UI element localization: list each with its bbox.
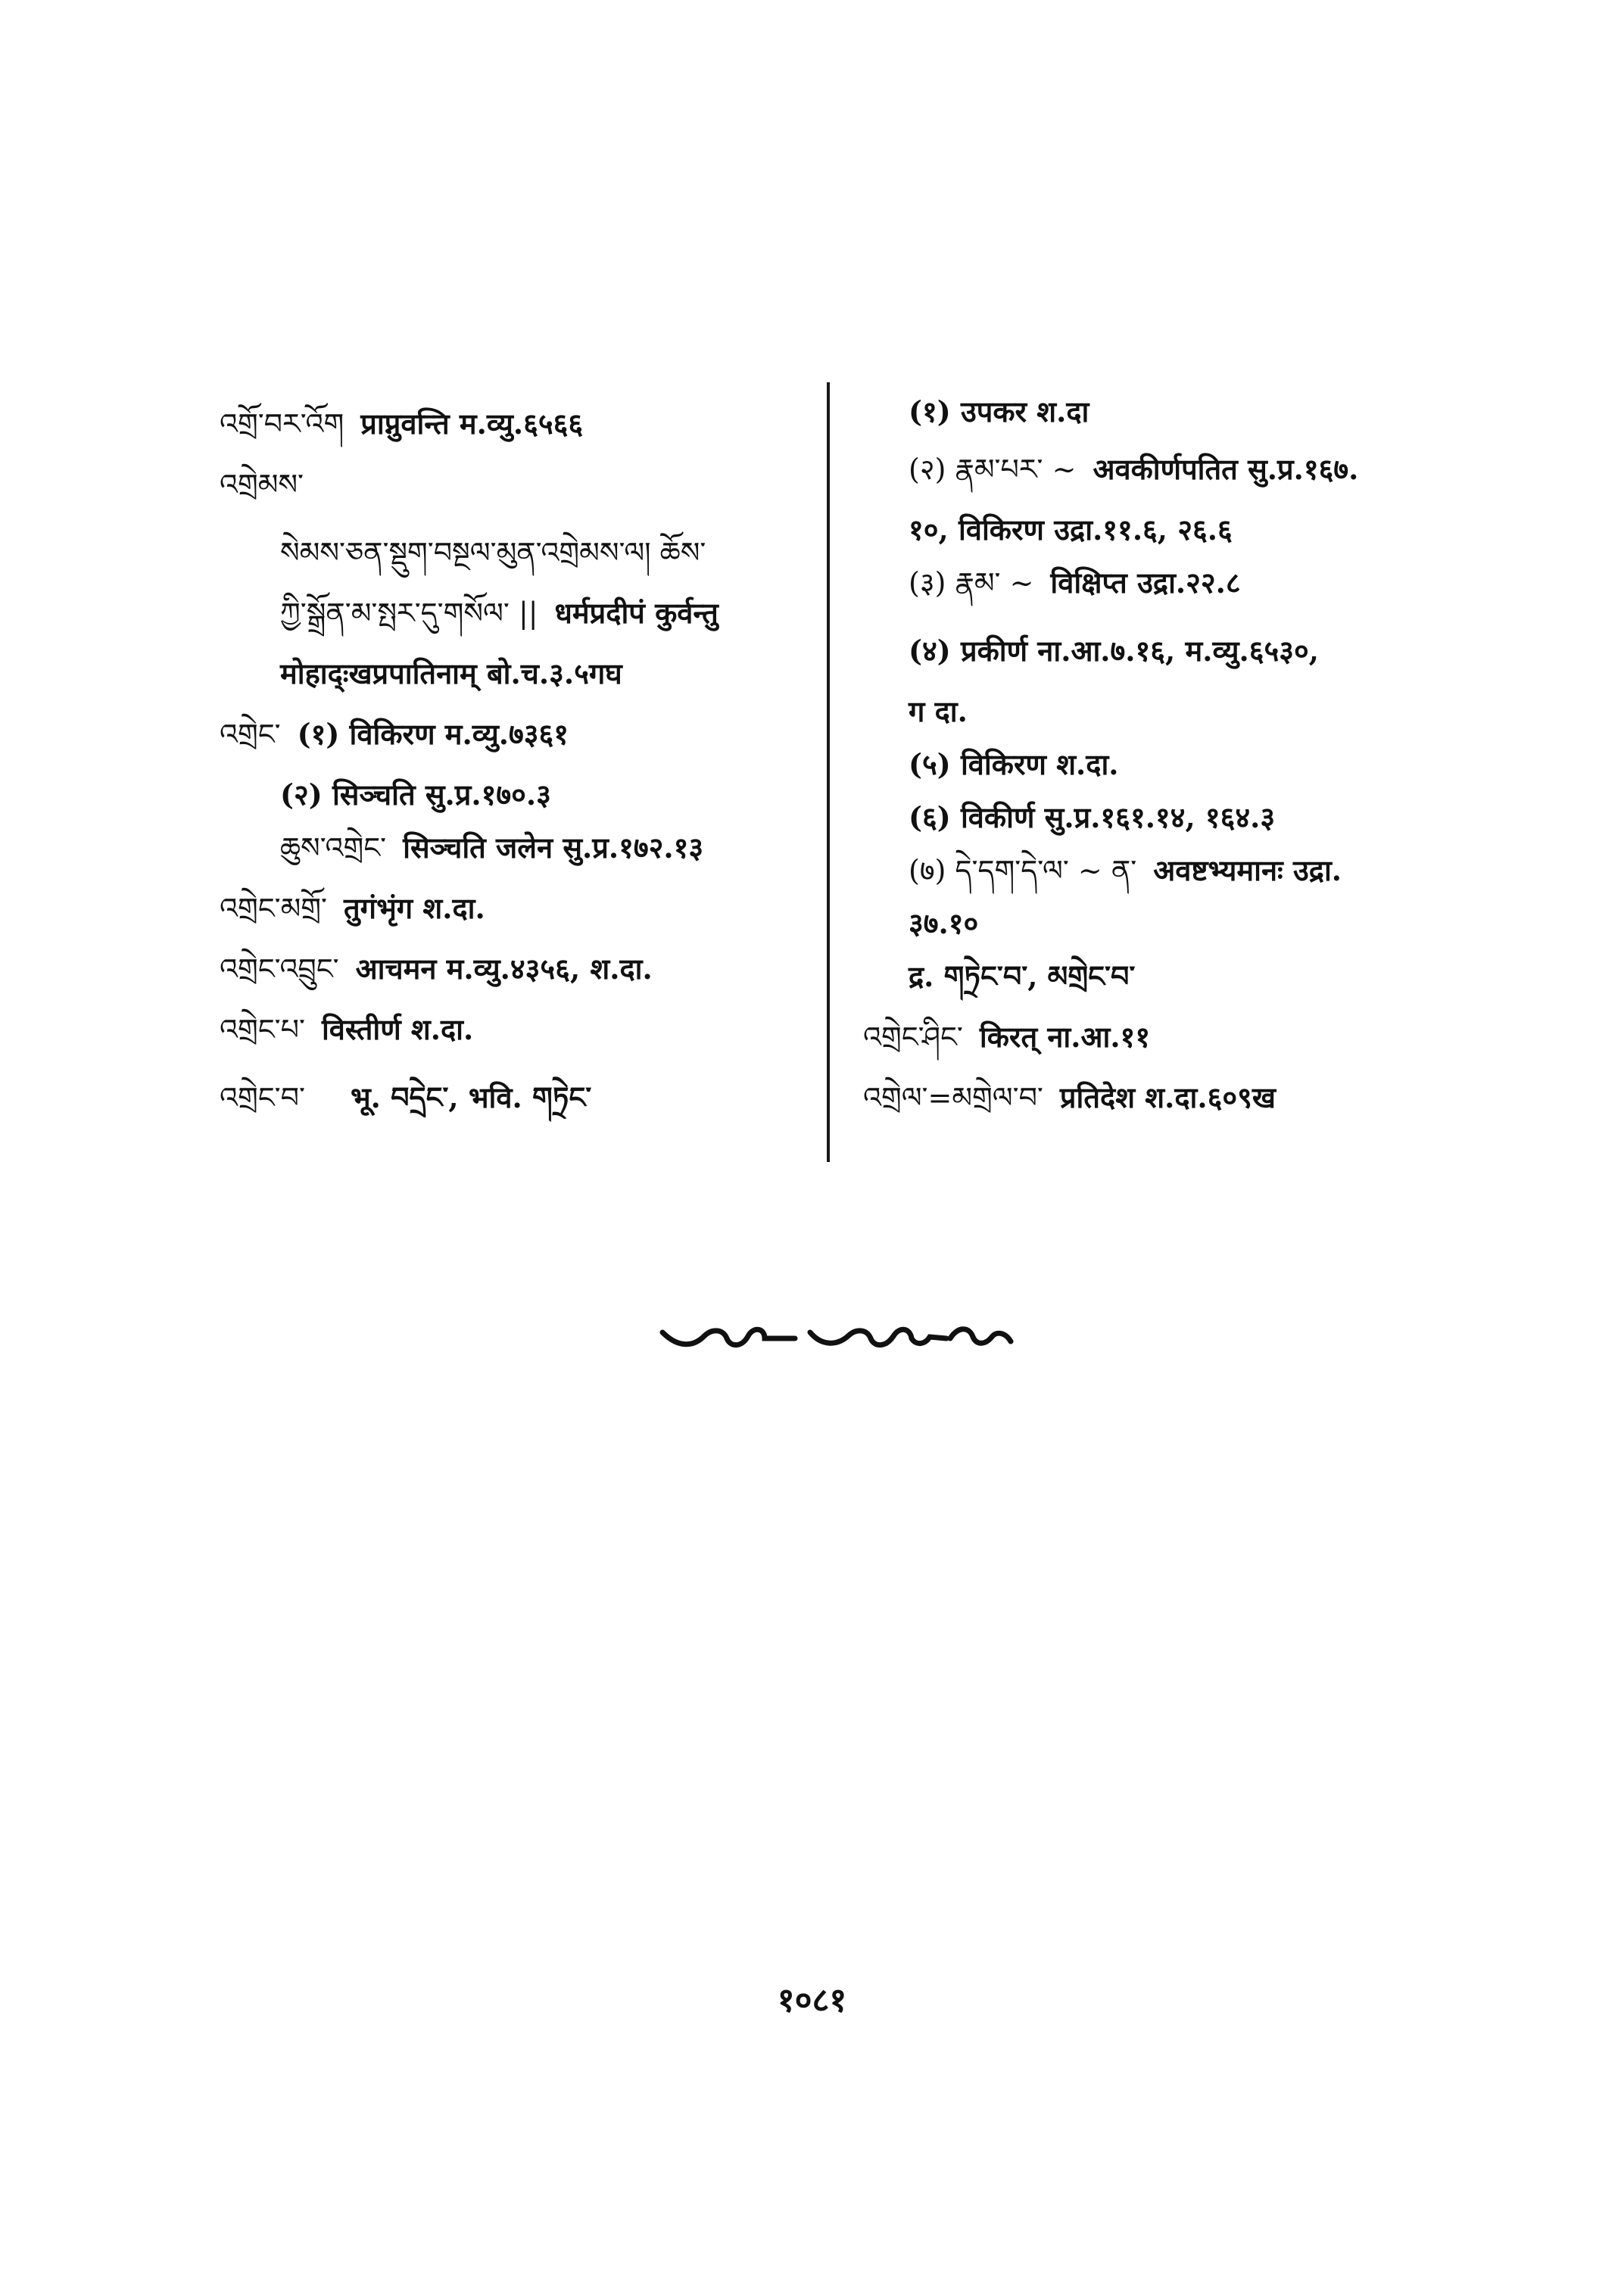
tibetan-headword: འགྲེང་ <box>220 718 281 751</box>
sanskrit-gloss: (५) विकिरण श.दा. <box>909 747 1119 781</box>
sanskrit-gloss: ३७.१० <box>909 906 979 940</box>
tibetan-quote: སེམས་ཅན་སྡུག་བསྔལ་མུན་འགྲེམས་ལ། ཆོས་ <box>280 536 706 569</box>
tibetan-headword: འགྲེང་ཤིང་ <box>863 1020 963 1054</box>
sanskrit-gloss: (१) विकिरण म.व्यु.७३६१ <box>297 717 569 751</box>
entry-line <box>280 534 706 571</box>
tibetan-headword: འགྲེང་མགྲོ་ <box>220 892 328 925</box>
tibetan-headword: འགྲོ་བར་འོག <box>220 407 344 441</box>
entry-line <box>863 1080 1276 1116</box>
sanskrit-gloss: (४) प्रकीर्ण ना.आ.७.१६, म.व्यु.६५३०, <box>909 634 1319 668</box>
sanskrit-gloss: अवकीर्णपतित सु.प्र.१६७. <box>1093 452 1359 486</box>
entry-line <box>909 394 1089 430</box>
sanskrit-gloss: १०, विकिरण उद्रा.११.६, २६.६ <box>909 512 1233 547</box>
entry-line <box>220 716 569 752</box>
page-number: १०८१ <box>777 1981 847 2020</box>
entry-line <box>280 830 703 866</box>
sanskrit-gloss: विस्तीर्ण श.दा. <box>321 1012 474 1046</box>
entry-line <box>220 951 653 987</box>
sanskrit-gloss: अवष्टभ्यमानः उद्रा. <box>1153 853 1342 887</box>
entry-line <box>280 595 718 631</box>
entry-line <box>909 693 968 730</box>
entry-line <box>909 852 1342 889</box>
entry-line <box>909 799 1275 836</box>
sanskrit-gloss: भू. བདྲེང་, भवि. གཏྲེང་ <box>350 1080 592 1114</box>
entry-line <box>220 466 304 503</box>
sanskrit-gloss: धर्मप्रदीपं कुर्वन्तु <box>554 596 718 630</box>
cross-reference: द्र. གཏྲེང་བ་, མགྲེང་བ་ <box>909 959 1136 993</box>
sanskrit-gloss: प्रतिदेश श.दा.६०९ख <box>1059 1080 1276 1114</box>
entry-line <box>909 512 1233 548</box>
sanskrit-gloss: सिञ्चति जलेन सु.प्र.१७२.१३ <box>403 830 704 865</box>
entry-line <box>220 890 485 927</box>
tibetan-headword: འགྲེམས་ <box>220 468 304 501</box>
sanskrit-gloss: (१) उपकर श.दा <box>909 394 1089 428</box>
entry-line <box>909 451 1358 488</box>
tibetan-phrase: ཆུས་འགྲེང་ <box>280 831 387 865</box>
sanskrit-gloss: प्राप्नुवन्ति म.व्यु.६५६६ <box>360 407 584 441</box>
entry-line <box>220 406 583 442</box>
tibetan-phrase: (२) རྣམ་པར་ ~ <box>909 453 1077 486</box>
sanskrit-gloss: किरत् ना.आ.११ <box>979 1020 1151 1054</box>
entry-line <box>909 746 1119 783</box>
entry-line <box>909 633 1319 669</box>
entry-line <box>909 958 1135 995</box>
entry-line <box>909 565 1241 601</box>
sanskrit-gloss: आचमन म.व्यु.४३५६, श.दा. <box>355 952 653 986</box>
tibetan-headword: འགྲེང་འབྲུང་ <box>220 952 339 986</box>
entry-line <box>220 1011 473 1048</box>
entry-line <box>909 905 978 942</box>
entry-line <box>280 656 622 692</box>
sanskrit-gloss: ग दा. <box>909 694 968 728</box>
sanskrit-gloss: (६) विकीर्ण सु.प्र.१६१.१४, १६४.३ <box>909 800 1276 834</box>
sanskrit-gloss: तुगंभृंग श.दा. <box>344 891 485 925</box>
tibetan-phrase: (३) རྣམ་ ~ <box>909 566 1034 600</box>
tibetan-headword: འགྲེང་པ་ <box>220 1013 305 1046</box>
tibetan-quote: ཀྱི་སྒྲོན་མ་སྤར་དུ་གསོལ་ || <box>280 597 538 630</box>
tibetan-headword: འགྲེང་བ་ <box>220 1081 305 1114</box>
entry-line <box>863 1019 1150 1055</box>
sanskrit-gloss: विक्षिप्त उद्रा.२२.८ <box>1050 565 1241 600</box>
sanskrit-gloss: (२) सिञ्चति सु.प्र.१७०.३ <box>280 777 551 812</box>
column-divider <box>827 382 830 1162</box>
ornament-divider <box>659 1310 1015 1363</box>
entry-line <box>220 1080 591 1116</box>
tibetan-phrase: (७) དེ་དག་དེ་ལ་ ~ ན་ <box>909 854 1137 887</box>
entry-line <box>280 777 551 813</box>
tibetan-headword: འགྲེལ་=མགྲེལ་བ་ <box>863 1081 1043 1114</box>
sanskrit-gloss: मोहाद्‌ःखप्रपातिनाम् बो.च.३.५गघ <box>280 656 622 690</box>
